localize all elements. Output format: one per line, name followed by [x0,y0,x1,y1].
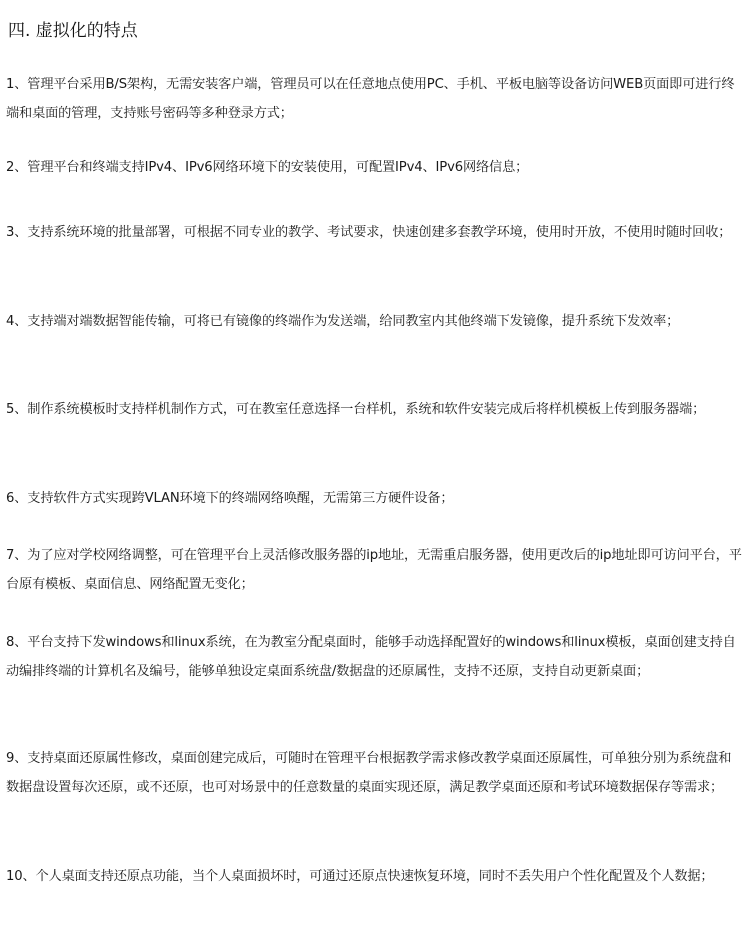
feature-item-1: 1、管理平台采用B/S架构，无需安装客户端，管理员可以在任意地点使用PC、手机、平板电脑等设备访问WEB页面即可进行终端和桌面的管理，支持账号密码等多种登录方式； [6,77,735,121]
feature-item-7: 7、为了应对学校网络调整，可在管理平台上灵活修改服务器的ip地址，无需重启服务器，使用更改后的ip地址即可访问平台，平台原有模板、桌面信息、网络配置无变化； [6,548,742,592]
feature-item-8: 8、平台支持下发windows和linux系统，在为教室分配桌面时，能够手动选择配置好的windows和linux模板，桌面创建支持自动编排终端的计算机名及编号，能够单独设定桌面系统盘/数据盘的还原属性，支持不还原，支持自动更新桌面； [6,635,736,679]
feature-item-9: 9、支持桌面还原属性修改，桌面创建完成后，可随时在管理平台根据教学需求修改教学桌面还原属性，可单独分别为系统盘和数据盘设置每次还原，或不还原，也可对场景中的任意数量的桌面实现还原，满足教学桌面还原和考试环境数据保存等需求； [6,751,732,795]
feature-item-2: 2、管理平台和终端支持IPv4、IPv6网络环境下的安装使用，可配置IPv4、IPv6网络信息； [6,160,529,175]
feature-item-5: 5、制作系统模板时支持样机制作方式，可在教室任意选择一台样机，系统和软件安装完成后将样机模板上传到服务器端； [6,402,706,417]
feature-item-3: 3、支持系统环境的批量部署，可根据不同专业的教学、考试要求，快速创建多套教学环境，使用时开放，不使用时随时回收； [6,225,732,240]
feature-item-10: 10、个人桌面支持还原点功能，当个人桌面损坏时，可通过还原点快速恢复环境，同时不丢失用户个性化配置及个人数据； [6,869,714,884]
feature-item-6: 6、支持软件方式实现跨VLAN环境下的终端网络唤醒，无需第三方硬件设备； [6,491,454,506]
feature-item-4: 4、支持端对端数据智能传输，可将已有镜像的终端作为发送端，给同教室内其他终端下发镜像，提升系统下发效率； [6,314,680,329]
section-heading: 四. 虚拟化的特点 [8,21,138,41]
